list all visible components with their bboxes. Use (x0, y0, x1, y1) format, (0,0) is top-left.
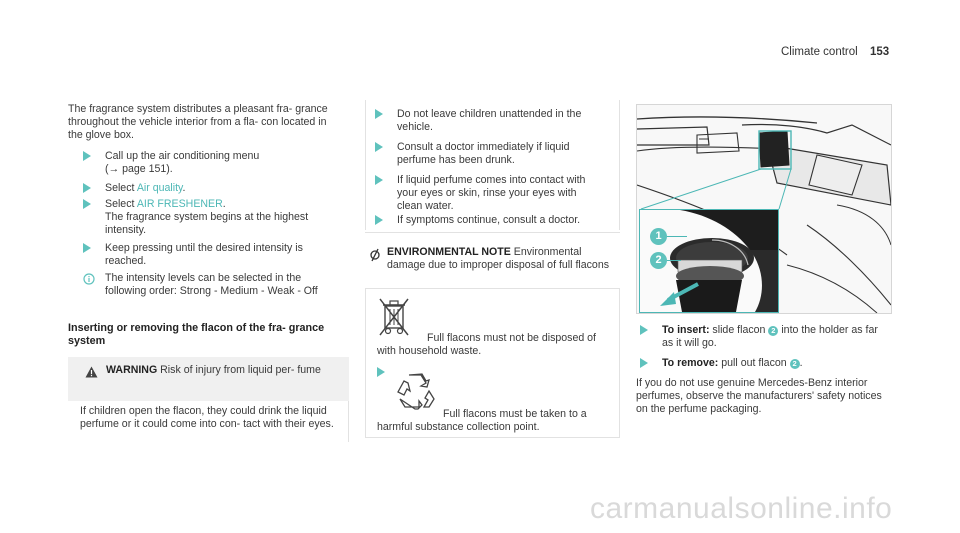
info-text: The intensity levels can be selected in the following order: Strong - Medium - Weak - Off (105, 272, 318, 297)
warning-header (68, 357, 349, 401)
step-arrow-icon (375, 175, 383, 185)
section-heading: Inserting or removing the flacon of the fra- grance system (68, 322, 325, 347)
callout-1: 1 (650, 228, 667, 245)
insert-label: To insert: (662, 324, 710, 336)
step-remove: To remove: pull out flacon 2 . (640, 357, 902, 371)
step-arrow-icon (640, 358, 648, 368)
step-call-menu (83, 150, 345, 178)
bullet-rinse-eyes: If liquid perfume comes into contact with your eyes or skin, rinse your eyes with clean water. (375, 174, 615, 214)
env-border-left (365, 288, 366, 438)
warning-border-right (348, 401, 349, 442)
step-arrow-icon (83, 199, 91, 209)
air-freshener-menu-item: AIR FRESHENER (136, 198, 223, 210)
info-note (83, 272, 345, 314)
environment-icon (369, 248, 381, 262)
column-divider (619, 100, 620, 230)
step-select-air-freshener: Select AIR FRESHENER. The fragrance system begins at the highest intensity. (83, 198, 345, 238)
callout-2-inline: 2 (790, 359, 800, 369)
info-icon (83, 273, 95, 285)
step-insert: To insert: slide flacon 2 into the holder as far as it will go. (640, 324, 902, 352)
bullet-unattended: Do not leave children unattended in the vehicle. (375, 108, 615, 136)
column-divider (365, 100, 366, 230)
box-divider (365, 232, 620, 233)
step-arrow-icon (375, 142, 383, 152)
environment-title: Environmental damage due to improper disposal of full flacons (387, 246, 610, 271)
detail-inset (639, 209, 779, 313)
env-text-household: Full flacons must not be disposed of with household waste. (377, 332, 597, 357)
step-arrow-icon (640, 325, 648, 335)
step-keep-pressing: Keep pressing until the desired intensity is reached. (83, 242, 345, 270)
callout-2-inline: 2 (768, 326, 778, 336)
bullet-symptoms: If symptoms continue, consult a doctor. (375, 214, 615, 228)
intro-paragraph: The fragrance system distributes a pleasant fra- grance throughout the vehicle interior from a fla- con located in the glove box. (68, 103, 328, 141)
step-arrow-icon (377, 367, 385, 377)
warning-body: If children open the flacon, they could drink the liquid perfume or it could come into con- tact with their eyes. (80, 405, 334, 430)
step-arrow-icon (83, 243, 91, 253)
callout-2: 2 (650, 252, 667, 269)
callout-line-1 (667, 236, 687, 237)
remove-label: To remove: (662, 357, 719, 369)
glovebox-illustration (636, 104, 892, 314)
watermark: carmanualsonline.info (590, 492, 893, 525)
step-arrow-icon (83, 183, 91, 193)
env-border-right (619, 288, 620, 438)
section-title: Climate control (781, 46, 858, 58)
closing-paragraph: If you do not use genuine Mercedes-Benz interior perfumes, observe the manufacturers' safety notices on the perfume packaging. (636, 377, 882, 415)
step-call-menu-text: Call up the air conditioning menu (105, 150, 260, 162)
env-bottom-border (365, 437, 620, 438)
air-quality-menu-item: Air quality (136, 182, 183, 194)
page-reference-link[interactable]: (→ page 151). (105, 163, 173, 175)
page-number: 153 (870, 46, 890, 58)
step-select-air-quality: Select Air quality. (83, 182, 345, 196)
env-divider (365, 288, 620, 289)
recycling-icon (393, 371, 437, 411)
step-arrow-icon (83, 151, 91, 161)
warning-triangle-icon (85, 366, 98, 378)
environment-label: ENVIRONMENTAL NOTE (387, 246, 511, 258)
bullet-consult-doctor: Consult a doctor immediately if liquid perfume has been drunk. (375, 141, 615, 169)
warning-box (68, 357, 349, 442)
environmental-note (365, 240, 620, 438)
warning-label: WARNING (106, 364, 158, 376)
step-detail: The fragrance system begins at the highest intensity. (105, 211, 309, 236)
step-arrow-icon (375, 215, 383, 225)
env-text-collection: Full flacons must be taken to a harmful substance collection point. (377, 408, 587, 433)
step-arrow-icon (375, 109, 383, 119)
warning-title: Risk of injury from liquid per- fume (160, 364, 321, 376)
callout-line-2 (667, 260, 681, 261)
